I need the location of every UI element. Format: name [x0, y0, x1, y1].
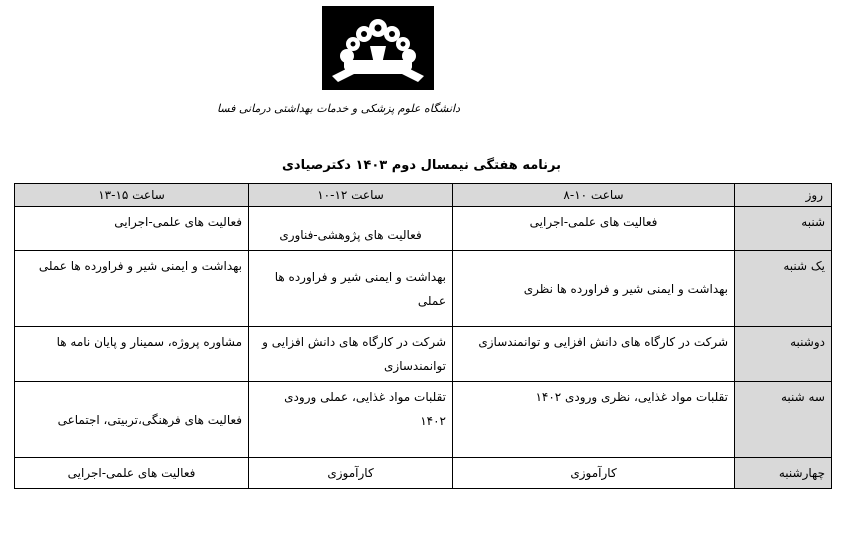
- table-row: [15, 458, 832, 489]
- schedule-cell: فعالیت های فرهنگی،تربیتی، اجتماعی: [15, 382, 249, 458]
- schedule-cell: شرکت در کارگاه های دانش افزایی و توانمندسازی: [249, 327, 453, 382]
- schedule-cell: کارآموزی: [453, 458, 735, 489]
- schedule-cell: مشاوره پروژه، سمینار و پایان نامه ها: [15, 327, 249, 382]
- day-cell: دوشنبه: [735, 327, 832, 382]
- university-logo: [322, 6, 434, 90]
- page-title: برنامه هفتگی نیمسال دوم ۱۴۰۳ دکترصیادی: [282, 158, 561, 173]
- column-header-day: روز: [735, 184, 832, 207]
- schedule-cell: فعالیت های علمی-اجرایی: [15, 458, 249, 489]
- column-header-slot3: ساعت ۱۵-۱۳: [15, 184, 249, 207]
- schedule-table: [14, 183, 832, 489]
- table-row: [15, 251, 832, 327]
- table-header-row: [15, 184, 832, 207]
- schedule-cell: شرکت در کارگاه های دانش افزایی و توانمندسازی: [453, 327, 735, 382]
- schedule-cell: بهداشت و ایمنی شیر و فراورده ها عملی: [15, 251, 249, 327]
- day-cell: سه شنبه: [735, 382, 832, 458]
- schedule-cell: تقلبات مواد غذایی، عملی ورودی ۱۴۰۲: [249, 382, 453, 458]
- schedule-cell: فعالیت های علمی-اجرایی: [453, 207, 735, 251]
- day-cell: چهارشنبه: [735, 458, 832, 489]
- schedule-cell: بهداشت و ایمنی شیر و فراورده ها عملی: [249, 251, 453, 327]
- university-logo-icon: [322, 6, 434, 90]
- column-header-slot1: ساعت ۱۰-۸: [453, 184, 735, 207]
- schedule-cell: بهداشت و ایمنی شیر و فراورده ها نظری: [453, 251, 735, 327]
- schedule-cell: کارآموزی: [249, 458, 453, 489]
- table-row: [15, 207, 832, 251]
- table-row: [15, 382, 832, 458]
- day-cell: شنبه: [735, 207, 832, 251]
- column-header-slot2: ساعت ۱۲-۱۰: [249, 184, 453, 207]
- table-row: [15, 327, 832, 382]
- schedule-cell: فعالیت های علمی-اجرایی: [15, 207, 249, 251]
- schedule-cell: فعالیت های پژوهشی-فناوری: [249, 207, 453, 251]
- day-cell: یک شنبه: [735, 251, 832, 327]
- schedule-cell: تقلبات مواد غذایی، نظری ورودی ۱۴۰۲: [453, 382, 735, 458]
- university-name: دانشگاه علوم پزشکی و خدمات بهداشتی درمانی فسا: [216, 102, 460, 115]
